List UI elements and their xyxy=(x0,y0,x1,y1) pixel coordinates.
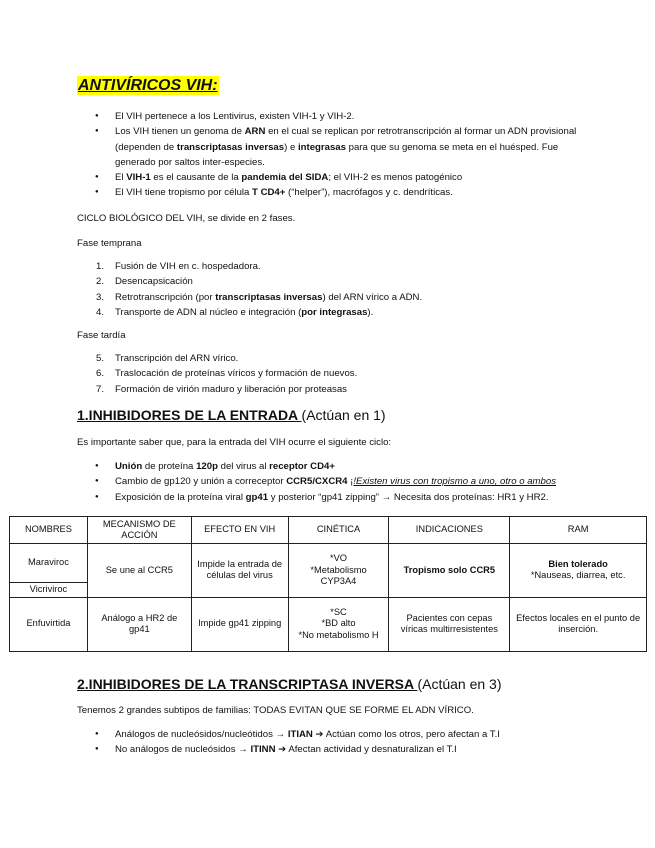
step-number: 1. xyxy=(96,261,105,272)
section1-intro: Es importante saber que, para la entrada del VIH ocurre el siguiente ciclo: xyxy=(77,437,392,448)
bold-term: T CD4+ xyxy=(252,187,286,199)
table-header-cell: INDICACIONES xyxy=(389,517,510,544)
list-item xyxy=(77,259,585,274)
step-number: 2. xyxy=(96,276,105,288)
bullet-text: es el causante de la xyxy=(150,172,242,184)
bullet-text: Exposición de la proteína viral xyxy=(115,491,246,503)
bold-term: gp41 xyxy=(245,491,269,503)
entry-bullet-list xyxy=(77,459,625,505)
table-header-cell: CINÉTICA xyxy=(288,517,389,544)
step-text: Fusión de VIH en c. hospedadora. xyxy=(115,261,261,272)
bullet-text: Cambio de gp120 y unión a correceptor xyxy=(115,476,287,488)
bold-term: ITINN xyxy=(250,744,276,756)
list-item xyxy=(77,124,580,170)
list-item xyxy=(77,170,585,185)
bold-term: por integrasas xyxy=(301,306,368,318)
drug-name-cell: Maraviroc xyxy=(10,544,88,583)
drug-name-cell: Enfuvirtida xyxy=(10,597,88,651)
list-item xyxy=(77,305,585,320)
list-item xyxy=(77,109,585,124)
bold-term: transcriptasas inversas xyxy=(215,291,323,303)
list-item xyxy=(77,459,585,474)
ram-cell xyxy=(510,544,647,598)
step-text: Transporte de ADN al núcleo e integración ( xyxy=(115,306,302,318)
effect-cell: Impide gp41 zipping xyxy=(191,597,288,651)
step-text: Transcripción del ARN vírico. xyxy=(115,353,239,364)
bold-term: integrasas xyxy=(297,141,346,153)
list-item xyxy=(77,290,585,305)
list-item xyxy=(77,366,585,381)
step-text: Traslocación de proteínas víricos y formación de nuevos. xyxy=(115,368,358,380)
entry-inhibitors-table xyxy=(9,516,647,652)
page-title: ANTIVÍRICOS VIH: xyxy=(78,77,218,94)
table-header-row xyxy=(10,517,647,544)
bullet-text: del virus al xyxy=(217,461,270,472)
list-item xyxy=(77,742,585,757)
bullet-text: ➔ Afectan actividad y desnaturalizan el T.I xyxy=(275,744,457,756)
list-item xyxy=(77,351,585,366)
kinetics-line: *VO xyxy=(329,553,348,563)
bullet-text: Análogos de nucleósidos/nucleótidos → xyxy=(115,729,288,740)
intro-bullet-list xyxy=(77,109,585,201)
step-number: 3. xyxy=(96,291,105,303)
section-heading-bold: 2.INHIBIDORES DE LA TRANSCRIPTASA INVERSA xyxy=(77,676,418,692)
section-heading-entry xyxy=(77,406,386,424)
list-item xyxy=(77,474,585,489)
italic-note: !Existen virus con tropismo a uno, otro o ambos xyxy=(353,476,557,488)
step-text: Retrotranscripción (por xyxy=(115,291,216,303)
bold-term: 120p xyxy=(196,461,218,472)
list-item xyxy=(77,382,585,397)
mechanism-cell: Análogo a HR2 de gp41 xyxy=(87,597,191,651)
cycle-intro: CICLO BIOLÓGICO DEL VIH, se divide en 2 fases. xyxy=(77,213,296,224)
list-item xyxy=(77,490,625,505)
bold-term: ARN xyxy=(244,126,266,138)
kinetics-line: *No metabolismo H xyxy=(298,629,379,640)
step-number: 4. xyxy=(96,306,105,318)
table-header-cell: EFECTO EN VIH xyxy=(191,517,288,544)
section-heading-note: (Actúan en 3) xyxy=(417,676,502,692)
bold-term: CCR5/CXCR4 xyxy=(286,476,348,488)
table-row xyxy=(10,544,647,583)
step-text: Formación de virión maduro y liberación por proteasas xyxy=(115,383,347,395)
early-steps-list xyxy=(77,259,585,320)
bullet-text: El VIH pertenece a los Lentivirus, existen VIH-1 y VIH-2. xyxy=(115,111,355,122)
late-steps-list xyxy=(77,351,585,397)
kinetics-cell xyxy=(288,544,389,598)
step-text: Desencapsicación xyxy=(115,276,193,288)
step-number: 6. xyxy=(96,368,105,380)
section-heading-note: (Actúan en 1) xyxy=(301,407,386,423)
bullet-text: (“helper”), macrófagos y c. dendríticas. xyxy=(285,187,453,199)
bullet-text: ¡ xyxy=(347,476,354,488)
bold-term: ITIAN xyxy=(287,729,313,740)
section-heading-bold: 1.INHIBIDORES DE LA ENTRADA xyxy=(77,407,302,423)
bullet-text: en el cual se replican por retrotranscripción al formar un ADN provisional (dependen de xyxy=(115,126,577,153)
bold-term: receptor CD4+ xyxy=(269,461,335,472)
bullet-text: El xyxy=(115,172,127,184)
early-phase-label: Fase temprana xyxy=(77,238,142,249)
mechanism-cell: Se une al CCR5 xyxy=(87,544,191,598)
bold-term: transcriptasas inversas xyxy=(176,141,285,153)
step-number: 5. xyxy=(96,353,105,364)
bullet-text: ➔ Actúan como los otros, pero afectan a T.I xyxy=(312,729,500,740)
list-item xyxy=(77,185,585,200)
table-header-cell: MECANISMO DE ACCIÓN xyxy=(87,517,191,544)
effect-cell: Impide la entrada de células del virus xyxy=(191,544,288,598)
kinetics-cell xyxy=(288,597,389,651)
bullet-text: para que su genoma se meta en el huésped. Fue generado por saltos inter-especies. xyxy=(115,141,559,168)
step-number: 7. xyxy=(96,383,105,395)
indication-cell xyxy=(389,544,510,598)
section-heading-rt xyxy=(77,675,502,693)
table-header-cell: RAM xyxy=(510,517,647,544)
late-phase-label: Fase tardía xyxy=(77,330,126,341)
kinetics-line: *BD alto xyxy=(321,618,356,629)
bullet-text: ) e xyxy=(284,141,298,153)
list-item xyxy=(77,274,585,289)
ram-text: *Nauseas, diarrea, etc. xyxy=(530,570,626,581)
indication-cell: Pacientes con cepas víricas multirresistentes xyxy=(389,597,510,651)
drug-name-cell: Vicriviroc xyxy=(10,583,88,598)
indication-text: Tropismo solo CCR5 xyxy=(403,564,496,575)
ram-cell: Efectos locales en el punto de inserción. xyxy=(510,597,647,651)
bullet-text: El VIH tiene tropismo por célula xyxy=(115,187,253,199)
bullet-text: No análogos de nucleósidos → xyxy=(115,744,251,756)
bullet-text: y posterior “gp41 zipping” → Necesita dos proteínas: HR1 y HR2. xyxy=(268,491,549,503)
step-text: ) del ARN vírico a ADN. xyxy=(322,291,423,303)
rt-bullet-list xyxy=(77,727,585,758)
kinetics-line: *SC xyxy=(330,606,347,617)
bold-term: VIH-1 xyxy=(126,172,151,184)
kinetics-line: *Metabolismo CYP3A4 xyxy=(310,564,367,586)
step-text: ). xyxy=(367,306,374,318)
bold-term: Unión xyxy=(115,461,143,472)
table-header-cell: NOMBRES xyxy=(10,517,88,544)
bullet-text: Los VIH tienen un genoma de xyxy=(115,126,245,138)
bullet-text: de proteína xyxy=(142,461,197,472)
list-item xyxy=(77,727,585,742)
bold-term: pandemia del SIDA xyxy=(241,172,329,184)
section2-intro: Tenemos 2 grandes subtipos de familias: TODAS EVITAN QUE SE FORME EL ADN VÍRICO. xyxy=(77,705,474,716)
table-row xyxy=(10,597,647,651)
ram-bold-text: Bien tolerado xyxy=(548,558,608,569)
bullet-text: ; el VIH-2 es menos patogénico xyxy=(328,172,463,184)
